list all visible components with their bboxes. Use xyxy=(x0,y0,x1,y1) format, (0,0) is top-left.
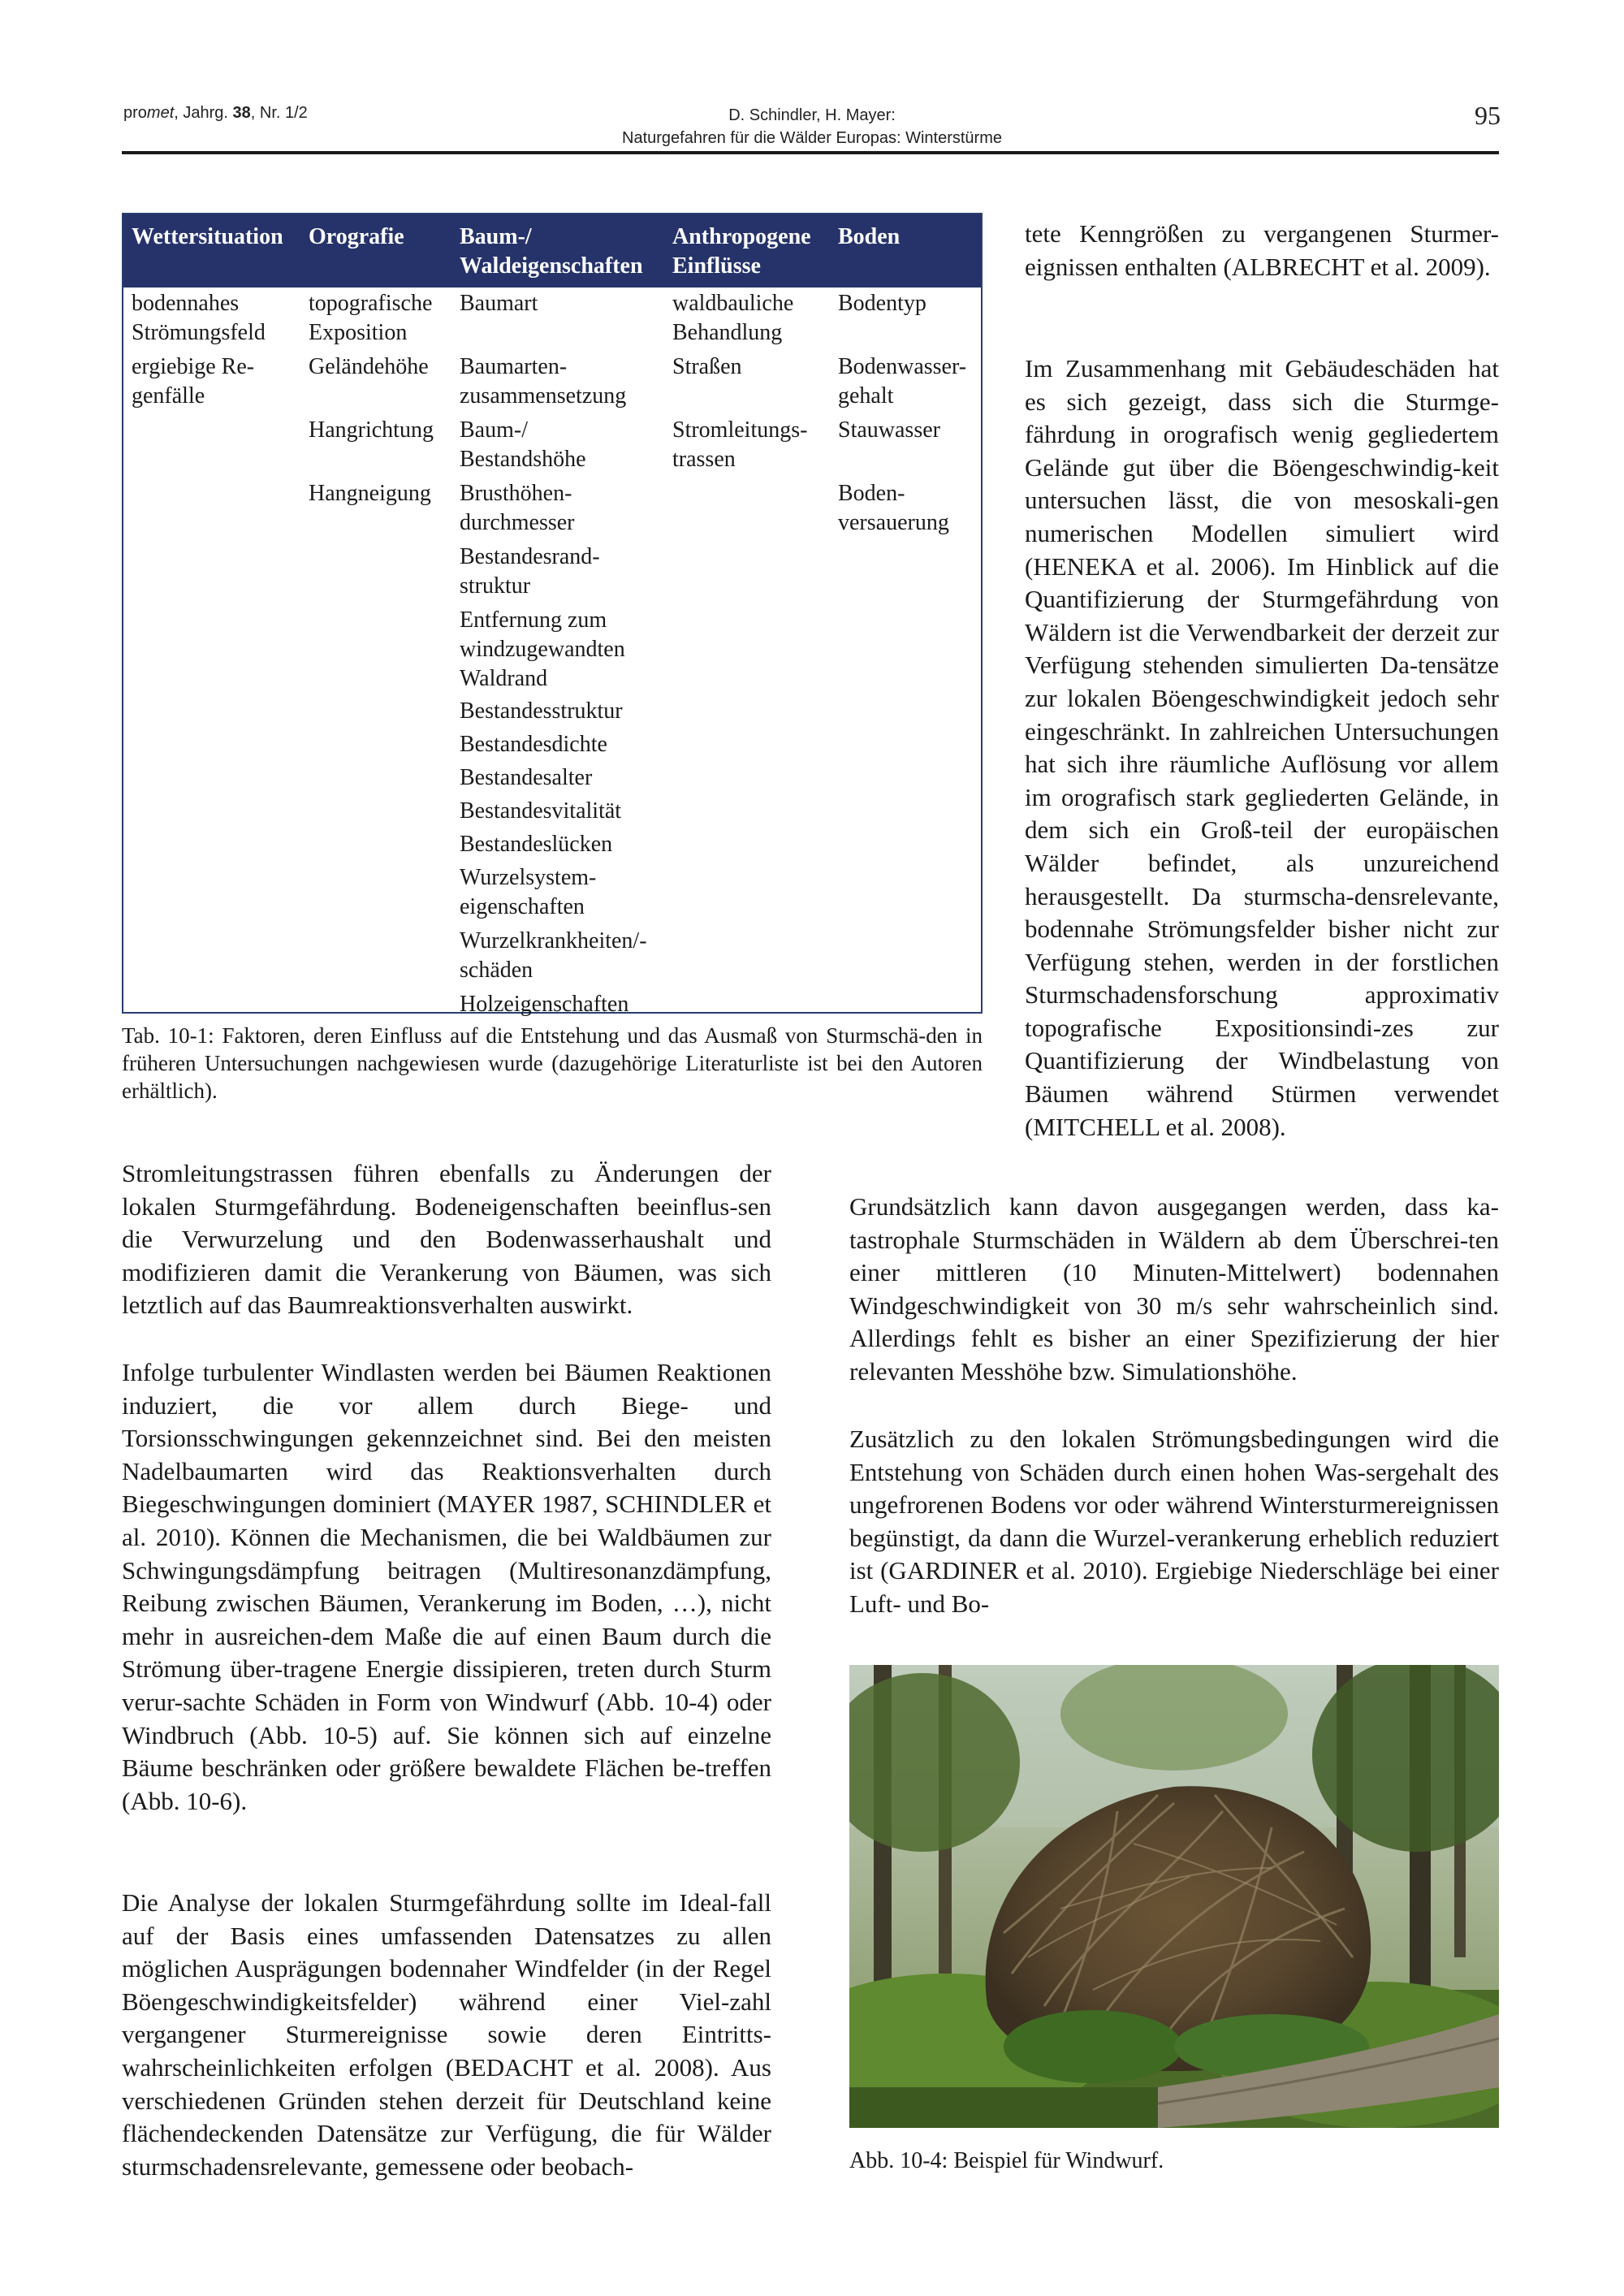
journal-name-italic: met xyxy=(146,104,175,122)
paragraph: Die Analyse der lokalen Sturmgefährdung sollte im Ideal-fall auf der Basis eines umfassenden Datensatzes zu allen möglichen Ausprägungen bodennaher Windfelder (in der Regel Böengeschwindigkeitsfelder) während einer Viel-zahl vergangener Sturmereignisse sowie deren Eintritts-wahrscheinlichkeiten erfolgen (BEDACHT et al. 2008). Aus verschiedenen Gründen stehen derzeit für Deutschland keine flächendeckenden Datensätze zur Verfügung, die für Wälder sturmschadensrelevante, gemessene oder beobach- xyxy=(122,1888,771,2181)
table-cell: Geländehöhe xyxy=(309,354,429,379)
table-cell: Wurzelkrankheiten/-schäden xyxy=(460,928,647,983)
header-authors: D. Schindler, H. Mayer: xyxy=(728,106,896,124)
table-cell: Baumarten-zusammensetzung xyxy=(460,354,627,409)
table-header-cell: Orografie xyxy=(309,224,404,249)
table-cell: Holzeigenschaften xyxy=(460,992,629,1017)
table-cell: Straßen xyxy=(672,354,742,379)
journal-volume: 38 xyxy=(232,104,251,122)
table-cell: topografische Exposition xyxy=(309,291,433,345)
header-rule xyxy=(122,151,1499,154)
figure-caption: Abb. 10-4: Beispiel für Windwurf. xyxy=(849,2148,1164,2173)
table-cell: Wurzelsystem-eigenschaften xyxy=(460,865,597,919)
table-header-row xyxy=(123,214,981,288)
table-cell: Baumart xyxy=(460,291,538,316)
table-cell: Hangneigung xyxy=(309,481,431,506)
page-number: 95 xyxy=(1475,101,1501,130)
table-header-cell: Wettersituation xyxy=(132,224,283,249)
journal-name-part: pro xyxy=(123,104,147,122)
table-cell: Entfernung zum windzugewandten Waldrand xyxy=(460,608,625,691)
table-cell: Baum-/ Bestandshöhe xyxy=(460,417,586,472)
table-cell: Brusthöhen-durchmesser xyxy=(460,481,575,535)
table-cell: Bestandesvitalität xyxy=(460,798,622,824)
table-cell: Bestandesrand-struktur xyxy=(460,544,600,599)
table-cell: Bestandeslücken xyxy=(460,832,613,857)
table-cell: Boden-versauerung xyxy=(838,481,949,535)
table-header-cell: Boden xyxy=(838,224,901,249)
table-cell: waldbauliche Behandlung xyxy=(672,291,794,345)
table-cell: Stromleitungs-trassen xyxy=(672,417,808,472)
journal-issue: , Nr. 1/2 xyxy=(250,104,308,122)
table-header-cell: Baum-/ Waldeigenschaften xyxy=(460,224,643,279)
header-title: Naturgefahren für die Wälder Europas: Winterstürme xyxy=(622,129,1002,147)
table-cell: Bodentyp xyxy=(838,291,926,316)
paragraph: Stromleitungstrassen führen ebenfalls zu Änderungen der lokalen Sturmgefährdung. Bodeneigenschaften beeinflus-sen die Verwurzelung und den Bodenwasserhaushalt und modifizieren damit die Verankerung von Bäumen, was sich letztlich auf das Baumreaktionsverhalten auswirkt. xyxy=(122,1159,771,1320)
table-cell: Hangrichtung xyxy=(309,417,434,443)
windthrow-photo xyxy=(849,1665,1499,2128)
factors-table xyxy=(122,213,983,1017)
journal-reference xyxy=(123,104,308,123)
table-cell: Bestandesdichte xyxy=(460,732,607,757)
table-cell: Bodenwasser-gehalt xyxy=(838,354,967,409)
paragraph: Infolge turbulenter Windlasten werden bei Bäumen Reaktionen induziert, die vor allem durch Biege- und Torsionsschwingungen gekennzeichnet sind. Bei den meisten Nadelbaumarten wird das Reaktionsverhalten durch Biegeschwingungen dominiert (MAYER 1987, SCHINDLER et al. 2010). Können die Mechanismen, die bei Waldbäumen zur Schwingungsdämpfung beitragen (Multiresonanzdämpfung, Reibung zwischen Bäumen, Verankerung im Boden, …), nicht mehr in ausreichen-dem Maße die auf einen Baum durch die Strömung über-tragene Energie dissipieren, treten durch Sturm verur-sachte Schäden in Form von Windwurf (Abb. 10-4) oder Windbruch (Abb. 10-5) auf. Sie können sich auf einzelne Bäume beschränken oder größere bewaldete Flächen be-treffen (Abb. 10-6). xyxy=(122,1358,771,1815)
journal-year: , Jahrg. xyxy=(174,104,233,122)
paragraph: Im Zusammenhang mit Gebäudeschäden hat es sich gezeigt, dass sich die Sturmge-fährdung in orografisch wenig gegliedertem Gelände gut über die Böengeschwindig-keit untersuchen lässt, die von mesoskali-gen numerischen Modellen simuliert wird (HENEKA et al. 2006). Im Hinblick auf die Quantifizierung der Sturmgefährdung von Wäldern ist die Verwendbarkeit der derzeit zur Verfügung stehenden simulierten Da-tensätze zur lokalen Böengeschwindigkeit jedoch sehr eingeschränkt. In zahlreichen Untersuchungen hat sich ihre räumliche Auflösung vor allem im orografisch stark gegliederten Gelände, in dem sich ein Groß-teil der europäischen Wälder befindet, als unzureichend herausgestellt. Da sturmscha-densrelevante, bodennahe Strömungsfelder bisher nicht zur Verfügung stehen, werden in der forstlichen Sturmschadensforschung approximativ topografische Expositionsindi-zes zur Quantifizierung der Windbelastung von Bäumen während Stürmen verwendet (MITCHELL et al. 2008). xyxy=(1025,354,1499,1141)
table-caption: Tab. 10-1: Faktoren, deren Einfluss auf die Entstehung und das Ausmaß von Sturmschä-den in früheren Untersuchungen nachgewiesen wurde (dazugehörige Literaturliste ist bei den Autoren erhältlich). xyxy=(122,1023,983,1103)
table-header-cell: Anthropogene Einflüsse xyxy=(672,224,811,279)
table-cell: ergiebige Re-genfälle xyxy=(132,354,255,409)
paragraph: Grundsätzlich kann davon ausgegangen werden, dass ka-tastrophale Sturmschäden in Wäldern ab dem Überschrei-ten einer mittleren (10 Minuten-Mittelwert) bodennahen Windgeschwindigkeit von 30 m/s sehr wahrscheinlich sind. Allerdings fehlt es bisher an einer Spezifizierung der hier relevanten Messhöhe bzw. Simulationshöhe. xyxy=(849,1192,1499,1386)
running-header xyxy=(503,104,1121,149)
table-cell: Bestandesalter xyxy=(460,765,593,790)
table-cell: Bestandesstruktur xyxy=(460,698,623,724)
table-cell: Stauwasser xyxy=(838,417,940,443)
paragraph: tete Kenngrößen zu vergangenen Sturmer-eignissen enthalten (ALBRECHT et al. 2009). xyxy=(1025,219,1499,281)
paragraph: Zusätzlich zu den lokalen Strömungsbedingungen wird die Entstehung von Schäden durch einen hohen Was-sergehalt des ungefrorenen Bodens vor oder während Wintersturmereignissen begünstigt, da dann die Wurzel-verankerung erheblich reduziert ist (GARDINER et al. 2010). Ergiebige Niederschläge bei einer Luft- und Bo- xyxy=(849,1425,1499,1618)
table-cell: bodennahes Strömungsfeld xyxy=(132,291,266,345)
